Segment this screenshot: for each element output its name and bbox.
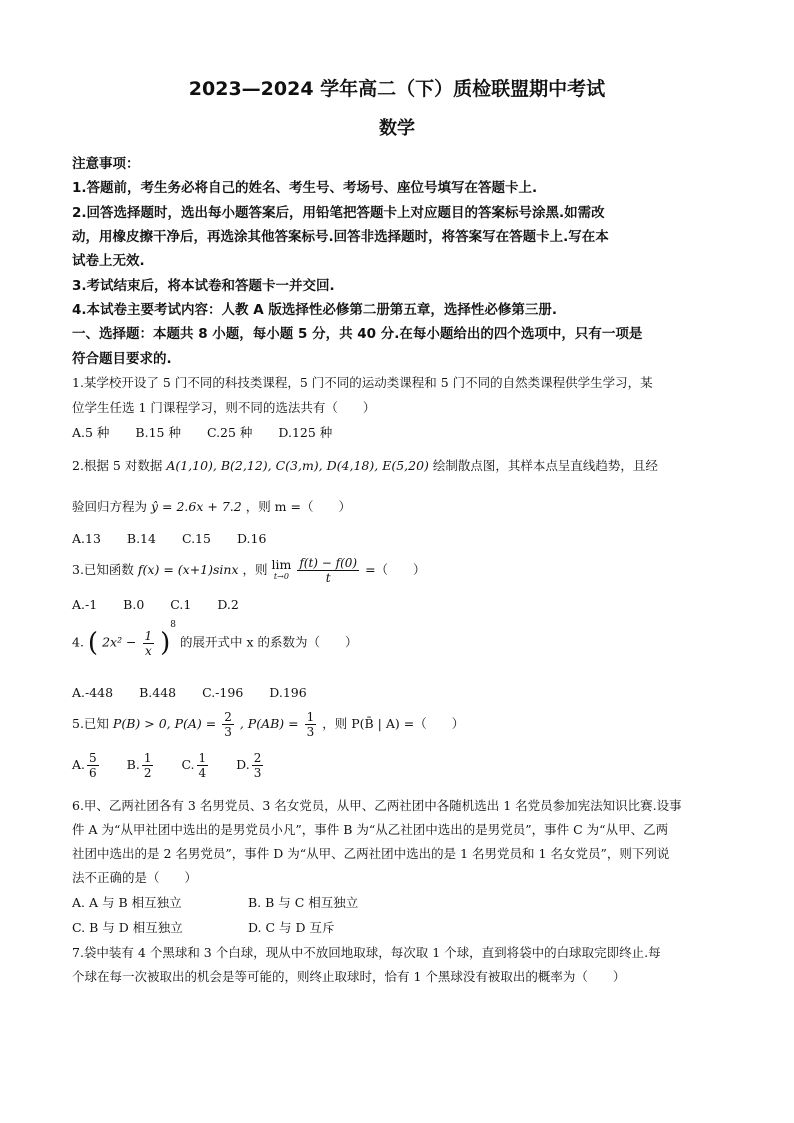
question-1-text-cont: 位学生任选 1 门课程学习，则不同的选法共有（ ） [72,400,376,415]
question-5-text [72,710,464,739]
section-heading: 一、选择题：本题共 8 小题，每小题 5 分，共 40 分.在每小题给出的四个选项中，只有一项是 [72,326,643,342]
option-b: B.448 [139,685,177,700]
notice-item: 试卷上无效. [72,253,145,269]
regression-equation: ŷ = 2.6x + 7.2 [151,499,242,514]
option-label: A. [72,757,86,772]
question-4-text [72,620,358,658]
option-a [72,751,101,780]
frac-denominator: x [144,643,152,658]
frac-numerator: 2 [224,710,232,724]
lim-sub: t→0 [273,571,289,581]
option-c: C.1 [170,597,192,612]
question-6-text-cont: 社团中选出的是 2 名男党员”，事件 D 为“从甲、乙两社团中选出的是 1 名男党员和 1 名女党员”，则下列说 [72,846,670,861]
option-d: D. C 与 D 互斥 [247,920,335,935]
question-2-prefix2: 验回归方程为 [72,499,148,514]
exam-title: 2023—2024 学年高二（下）质检联盟期中考试 [188,78,606,100]
exponent: 8 [170,620,177,631]
option-label: C. [181,757,195,772]
notice-item: 2.回答选择题时，选出每小题答案后，用铅笔把答题卡上对应题目的答案标号涂黑.如需改 [72,205,605,221]
lim-label: lim [271,556,292,572]
option-fraction [197,751,209,780]
difference-quotient [297,556,359,585]
option-fraction [142,751,154,780]
frac-denominator: 2 [143,766,152,780]
notice-item: 3.考试结束后，将本试卷和答题卡一并交回. [72,278,335,294]
fraction-one-third [305,710,317,739]
binomial-base: 2x² − [102,634,137,650]
option-d: D.196 [269,685,307,700]
question-1-text: 1.某学校开设了 5 门不同的科技类课程，5 门不同的运动类课程和 5 门不同的自然类课程供学生学习，某 [72,375,653,390]
question-6-options-row2 [72,918,357,936]
frac-numerator: f(t) − f(0) [299,556,358,570]
question-4-prefix: 4. [72,634,84,650]
frac-numerator: 1 [198,751,207,765]
question-3-text [72,556,426,585]
question-7-text: 7.袋中装有 4 个黑球和 3 个白球，现从中不放回地取球，每次取 1 个球，直到将袋中的白球取完即终止.每 [72,945,661,960]
frac-denominator: t [325,571,331,585]
question-2-suffix: 绘制散点图，其样本点呈直线趋势，且经 [432,458,658,473]
question-2-text [72,456,658,474]
option-b: B. B 与 C 相互独立 [247,895,359,910]
question-1-options [72,423,354,441]
question-6-text: 6.甲、乙两社团各有 3 名男党员、3 名女党员，从甲、乙两社团中各随机选出 1 名党员参加宪法知识比赛.设事 [72,798,682,813]
probability-condition: P(B) > 0, P(A) = [112,716,217,731]
limit-operator [271,556,292,583]
question-5-suffix: ，则 P(B̄ | A) =（ ） [322,716,465,731]
option-d [236,751,265,780]
question-5-prefix: 5.已知 [72,716,109,731]
notice-item: 动，用橡皮擦干净后，再选涂其他答案标号.回答非选择题时，将答案写在答题卡上.写在本 [72,229,609,245]
option-d: D.16 [236,531,267,546]
option-c: C. B 与 D 相互独立 [72,920,183,935]
frac-numerator: 2 [253,751,262,765]
question-2-text-cont [72,497,351,515]
question-6-text-cont: 件 A 为“从甲社团中选出的是男党员小凡”，事件 B 为“从乙社团中选出的是男党员”，事件 C 为“从甲、乙两 [72,822,669,837]
open-paren: ( [87,628,99,658]
option-c [181,751,210,780]
binomial-fraction [143,629,155,658]
probability-mid: , P(AB) = [239,716,299,731]
option-c: C.-196 [202,685,244,700]
notice-heading: 注意事项： [72,156,140,172]
option-label: B. [126,757,140,772]
question-3-prefix: 3.已知函数 [72,562,134,577]
option-a: A. A 与 B 相互独立 [72,895,182,910]
question-2-suffix2: ，则 m =（ ） [245,499,351,514]
question-2-points: A(1,10), B(2,12), C(3,m), D(4,18), E(5,20) [166,458,429,473]
question-4-suffix: 的展开式中 x 的系数为（ ） [180,634,358,650]
option-c: C.25 种 [206,425,253,440]
frac-denominator: 4 [198,766,207,780]
question-3-suffix: =（ ） [365,562,426,577]
option-d: D.125 种 [278,425,333,440]
option-b [127,751,156,780]
subject-title: 数学 [379,118,415,139]
question-2-options [72,531,288,546]
option-b: B.14 [126,531,156,546]
question-5-options [72,751,287,780]
frac-denominator: 3 [306,725,315,739]
frac-numerator: 1 [306,710,315,724]
option-d: D.2 [217,597,239,612]
frac-numerator: 1 [143,751,152,765]
close-paren: ) [160,628,171,658]
frac-numerator: 1 [144,628,153,643]
option-label: D. [236,757,250,772]
option-fraction [87,751,99,780]
question-3-mid: ，则 [242,562,268,577]
option-b: B.15 种 [135,425,181,440]
frac-denominator: 6 [89,766,97,780]
function-def: f(x) = (x+1)sinx [137,562,239,577]
question-4-options [72,685,329,700]
fraction-two-thirds [222,710,234,739]
question-6-options-row1 [72,893,380,911]
option-b: B.0 [123,597,145,612]
question-2-prefix: 2.根据 5 对数据 [72,458,163,473]
question-7-text-cont: 个球在每一次被取出的机会是等可能的，则终止取球时，恰有 1 个黑球没有被取出的概率为（ ） [72,969,626,984]
frac-numerator: 5 [89,751,97,765]
frac-denominator: 3 [253,766,262,780]
option-a: A.13 [72,531,101,546]
option-a: A.-1 [72,597,98,612]
question-3-options [72,597,261,612]
notice-item: 1.答题前，考生务必将自己的姓名、考生号、考场号、座位号填写在答题卡上. [72,180,538,196]
option-c: C.15 [181,531,211,546]
option-fraction [252,751,264,780]
notice-item: 4.本试卷主要考试内容：人教 A 版选择性必修第二册第五章，选择性必修第三册. [72,302,557,318]
option-a: A.5 种 [72,425,110,440]
question-6-text-cont: 法不正确的是（ ） [72,870,198,885]
option-a: A.-448 [72,685,114,700]
section-heading-cont: 符合题目要求的. [72,351,172,367]
frac-denominator: 3 [224,725,232,739]
